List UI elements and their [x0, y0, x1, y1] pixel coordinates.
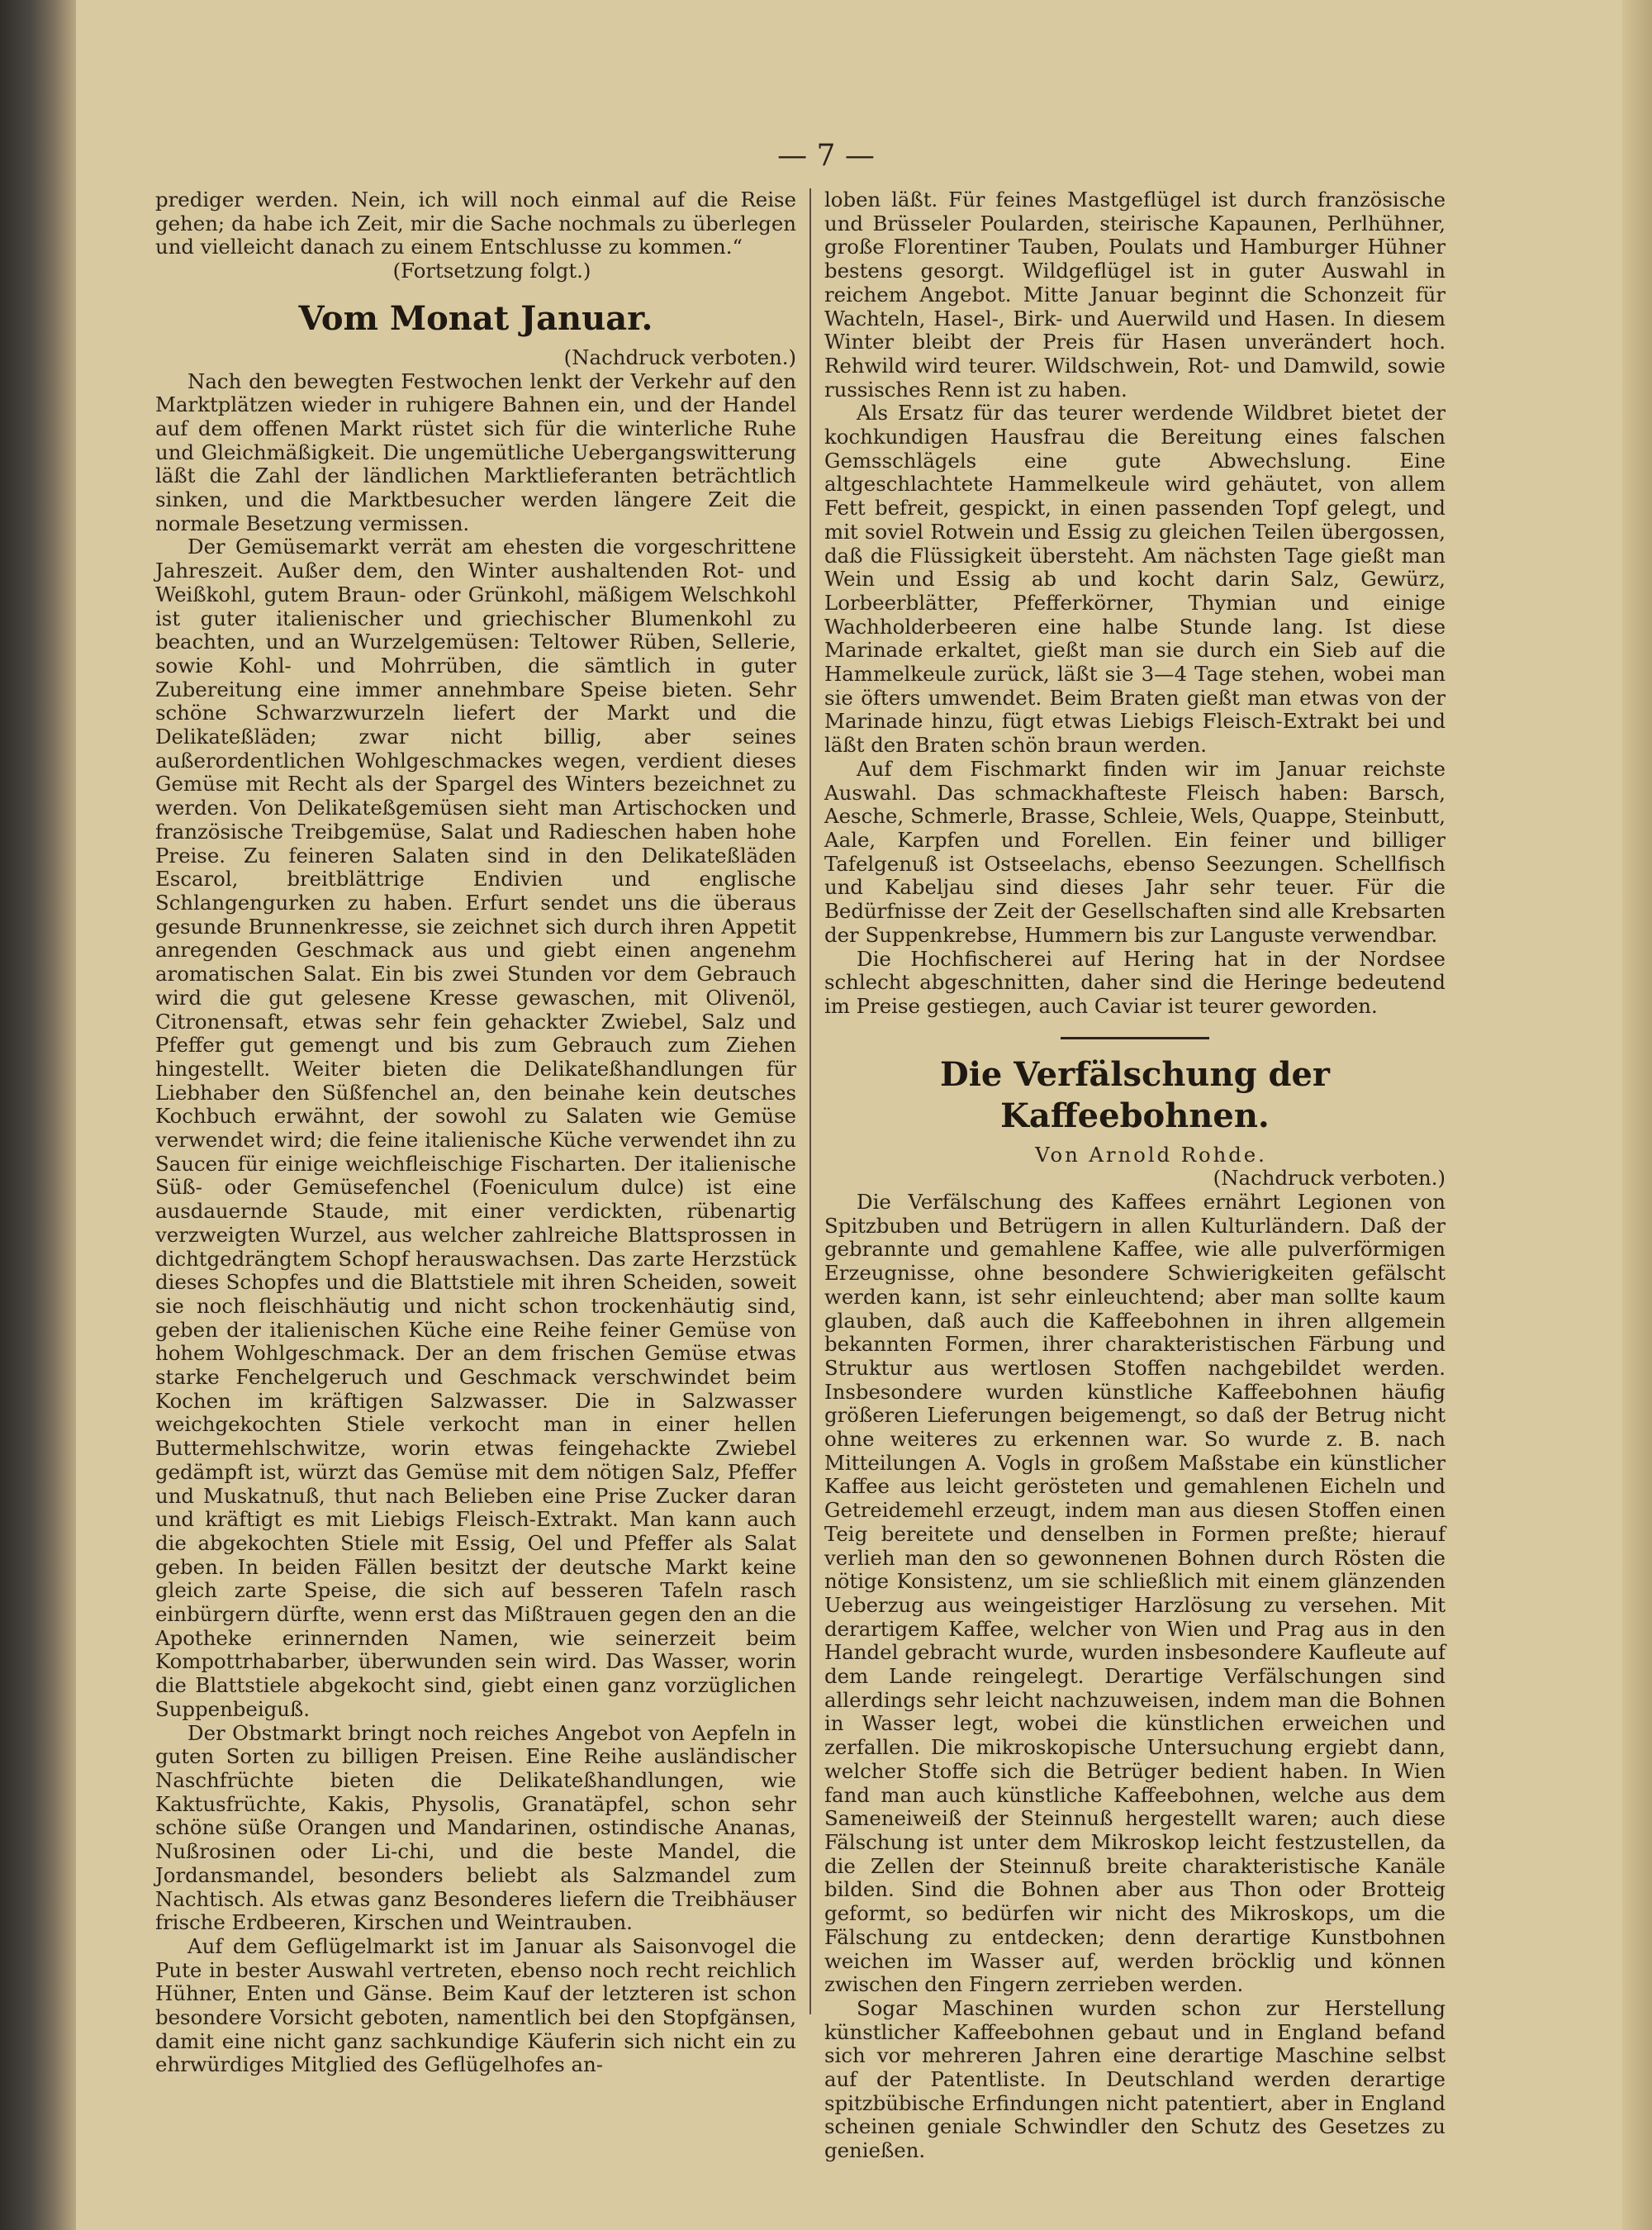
paragraph: Sogar Maschinen wurden schon zur Herstellung künstlicher Kaffeebohnen gebaut und in England befand sich vor mehreren Jahren eine derartige Maschine selbst auf der Patentliste. In Deutschland werden derartige spitzbübische Erfindungen nicht patentiert, aber in England scheinen geniale Schwindler den Schutz des Gesetzes zu genießen.	[824, 1995, 1446, 2163]
article-title-coffee: Die Verfälschung der Kaffeebohnen.	[940, 1054, 1330, 1135]
paragraph: Nach den bewegten Festwochen lenkt der Verkehr auf den Marktplätzen wieder in ruhigere Bahnen ein, und der Handel auf dem offenen Markt rüstet sich für die winterliche Ruhe und Gleichmäßigkeit. Die ungemütliche Uebergangswitterung läßt die Zahl der ländlichen Marktlieferanten beträchtlich sinken, und die Marktbesucher werden längere Zeit die normale Besetzung vermissen.	[155, 368, 796, 535]
story-ending: prediger werden. Nein, ich will noch einmal auf die Reise gehen; da habe ich Zeit, mir die Sache nochmals zu überlegen und vielleicht danach zu einem Entschlusse zu kommen.“	[155, 188, 796, 259]
paragraph: Als Ersatz für das teurer werdende Wildbret bietet der kochkundigen Hausfrau die Bereitung eines falschen Gemsschlägels eine gute Abwechslung. Eine altgeschlachtete Hammelkeule wird gehäutet, von allem Fett befreit, gespickt, in einen passenden Topf gelegt, und mit soviel Rotwein und Essig zu gleichen Teilen übergossen, daß die Flüssigkeit übersteht. Am nächsten Tage gießt man Wein und Essig ab und kocht darin Salz, Gewürz, Lorbeerblätter, Pfefferkörner, Thymian und einige Wachholderbeeren eine halbe Stunde lang. Ist diese Marinade erkaltet, gießt man sie durch ein Sieb auf die Hammelkeule zurück, läßt sie 3—4 Tage stehen, wobei man sie öfters umwendet. Beim Braten gießt man etwas von der Marinade hinzu, fügt etwas Liebigs Fleisch-Extrakt bei und läßt den Braten schön braun werden.	[824, 401, 1446, 758]
page-edge	[1622, 0, 1652, 2230]
column-divider	[809, 188, 811, 2014]
paragraph: Der Gemüsemarkt verrät am ehesten die vorgeschrittene Jahreszeit. Außer dem, den Winter aushaltenden Rot- und Weißkohl, gutem Braun- oder Grünkohl, mäßigem Welschkohl ist guter italienischer und griechischer Blumenkohl zu beachten, und an Wurzelgemüsen: Teltower Rüben, Sellerie, sowie Kohl- und Mohrrüben, die sämtlich in guter Zubereitung eine immer annehmbare Speise bieten. Sehr schöne Schwarzwurzeln liefert der Markt und die Delikateßläden; zwar nicht billig, aber seines außerordentlichen Wohlgeschmackes wegen, verdient dieses Gemüse mit Recht als der Spargel des Winters bezeichnet zu werden. Von Delikateßgemüsen sieht man Artischocken und französische Treibgemüse, Salat und Radieschen haben hohe Preise. Zu feineren Salaten sind in den Delikateßläden Escarol, breitblättrige Endivien und englische Schlangengurken zu haben. Erfurt sendet uns die überaus gesunde Brunnenkresse, sie zeichnet sich durch ihren Appetit anregenden Geschmack aus und giebt einen angenehm aromatischen Salat. Ein bis zwei Stunden vor dem Gebrauch wird die gut gelesene Kresse gewaschen, mit Olivenöl, Citronensaft, etwas sehr fein gehackter Zwiebel, Salz und Pfeffer gut gemengt und bis zum Gebrauch zum Ziehen hingestellt. Weiter bieten die Delikateßhandlungen für Liebhaber den Süßfenchel an, den beinahe kein deutsches Kochbuch erwähnt, der sowohl zu Salaten wie Gemüse verwendet wird; die feine italienische Küche verwendet ihn zu Saucen für einige weichfleischige Fischarten. Der italienische Süß- oder Gemüsefenchel (Foeniculum dulce) ist eine ausdauernde Staude, mit einer verdickten, rübenartig verzweigten Wurzel, aus welcher zahlreiche Blattsprossen in dichtgedrängtem Schopf herauswachsen. Das zarte Herzstück dieses Schopfes und die Blattstiele mit ihren Scheiden, soweit sie noch fleischhäutig und nicht schon trockenhäutig sind, geben der italienischen Küche eine Reihe feiner Gemüse von hohem Wohlgeschmack. Der an dem frischen Gemüse etwas starke Fenchelgeruch und Geschmack verschwindet beim Kochen im kräftigen Salzwasser. Die in Salzwasser weichgekochten Stiele verkocht man in einer hellen Buttermehlschwitze, worin etwas feingehackte Zwiebel gedämpft ist, würzt das Gemüse mit dem nötigen Salz, Pfeffer und Muskatnuß, thut nach Belieben eine Prise Zucker daran und kräftigt es mit Liebigs Fleisch-Extrakt. Man kann auch die abgekochten Stiele mit Essig, Oel und Pfeffer als Salat geben. In beiden Fällen besitzt der deutsche Markt keine gleich zarte Speise, die sich auf besseren Tafeln rasch einbürgern dürfte, wenn erst das Mißtrauen gegen den an die Apotheke erinnernden Namen, wie seinerzeit beim Kompottrhabarber, überwunden sein wird. Das Wasser, worin die Blattstiele abgekocht sind, giebt einen ganz vorzüglichen Suppenbeiguß.	[155, 535, 796, 1721]
section-rule	[1061, 1037, 1209, 1039]
paragraph: loben läßt. Für feines Mastgeflügel ist durch französische und Brüsseler Poularden, steirische Kapaunen, Perlhühner, große Florentiner Tauben, Poulats und Hamburger Hühner bestens gesorgt. Wildgeflügel ist in guter Auswahl in reichem Angebot. Mitte Januar beginnt die Schonzeit für Wachteln, Hasel-, Birk- und Auerwild und Hasen. In diesem Winter bleibt der Preis für Hasen unverändert hoch. Rehwild wird teurer. Wildschwein, Rot- und Damwild, sowie russisches Renn ist zu haben.	[824, 188, 1446, 402]
continuation-note: (Fortsetzung folgt.)	[392, 259, 591, 283]
book-spine	[0, 0, 76, 2230]
paragraph: Die Hochfischerei auf Hering hat in der Nordsee schlecht abgeschnitten, daher sind die Heringe bedeutend im Preise gestiegen, auch Caviar ist teurer geworden.	[824, 946, 1446, 1018]
reprint-notice: (Nachdruck verboten.)	[1213, 1166, 1446, 1191]
right-column	[824, 188, 1446, 2163]
paragraph: Auf dem Fischmarkt finden wir im Januar reichste Auswahl. Das schmackhafteste Fleisch haben: Barsch, Aesche, Schmerle, Brasse, Schleie, Wels, Quappe, Steinbutt, Aale, Karpfen und Forellen. Ein feiner und billiger Tafelgenuß ist Ostseelachs, ebenso Seezungen. Schellfisch und Kabeljau sind dieses Jahr sehr teuer. Für die Bedürfnisse der Zeit der Gesellschaften sind alle Krebsarten der Suppenkrebse, Hummern bis zur Languste verwendbar.	[824, 756, 1446, 947]
reprint-notice: (Nachdruck verboten.)	[563, 345, 796, 369]
byline: Von Arnold Rohde.	[1035, 1142, 1267, 1167]
paragraph: Die Verfälschung des Kaffees ernährt Legionen von Spitzbuben und Betrügern in allen Kulturländern. Daß der gebrannte und gemahlene Kaffee, wie alle pulverförmigen Erzeugnisse, ohne besondere Schwierigkeiten gefälscht werden kann, ist sehr einleuchtend; aber man sollte kaum glauben, daß auch die Kaffeebohnen in ihren allgemein bekannten Formen, ihrer charakteristischen Färbung und Struktur aus wertlosen Stoffen nachgebildet werden. Insbesondere wurden künstliche Kaffeebohnen häufig größeren Lieferungen beigemengt, so daß der Betrug nicht ohne weiteres zu erkennen war. So wurde z. B. nach Mitteilungen A. Vogls in großem Maßstabe ein künstlicher Kaffee aus leicht gerösteten und gemahlenen Eicheln und Getreidemehl erzeugt, indem man aus diesen Stoffen einen Teig bereitete und denselben in Formen preßte; hierauf verlieh man den so gewonnenen Bohnen durch Rösten die nötige Konsistenz, um sie schließlich mit einem glänzenden Ueberzug aus weingeistiger Harzlösung zu versehen. Mit derartigem Kaffee, welcher von Wien und Prag aus in den Handel gebracht wurde, wurden insbesondere Kaufleute auf dem Lande reingelegt. Derartige Verfälschungen sind allerdings sehr leicht nachzuweisen, indem man die Bohnen in Wasser legt, wobei die künstlichen erweichen und zerfallen. Die mikroskopische Untersuchung ergiebt dann, welcher Stoffe sich die Betrüger bedient haben. In Wien fand man auch künstliche Kaffeebohnen, welche aus dem Sameneiweiß der Steinnuß hergestellt waren; auch diese Fälschung ist unter dem Mikroskop leicht festzustellen, da die Zellen der Steinnuß breite charakteristische Kanäle bilden. Sind die Bohnen aber aus Thon oder Brotteig geformt, so bedürfen wir nicht des Mikroskops, um die Fälschung zu entdecken; denn derartige Kunstbohnen weichen im Wasser auf, werden bröcklig und können zwischen den Fingern zerrieben werden.	[824, 1190, 1446, 1997]
page-number: — 7 —	[777, 139, 875, 173]
left-column	[155, 188, 796, 2077]
article-title-january: Vom Monat Januar.	[298, 298, 653, 338]
paragraph: Der Obstmarkt bringt noch reiches Angebot von Aepfeln in guten Sorten zu billigen Preisen. Eine Reihe ausländischer Naschfrüchte bieten die Delikateßhandlungen, wie Kaktusfrüchte, Kakis, Physolis, Granatäpfel, schon sehr schöne süße Orangen und Mandarinen, ostindische Ananas, Nußrosinen oder Li-chi, und die beste Mandel, die Jordansmandel, besonders beliebt als Salzmandel zum Nachtisch. Als etwas ganz Besonderes liefern die Treibhäuser frische Erdbeeren, Kirschen und Weintrauben.	[155, 1720, 796, 1935]
paragraph: Auf dem Geflügelmarkt ist im Januar als Saisonvogel die Pute in bester Auswahl vertreten, ebenso noch recht reichlich Hühner, Enten und Gänse. Beim Kauf der letzteren ist schon besondere Vorsicht geboten, namentlich bei den Stopfgänsen, damit eine nicht ganz sachkundige Käuferin sich nicht ein zu ehrwürdiges Mitglied des Geflügelhofes an-	[155, 1933, 796, 2077]
